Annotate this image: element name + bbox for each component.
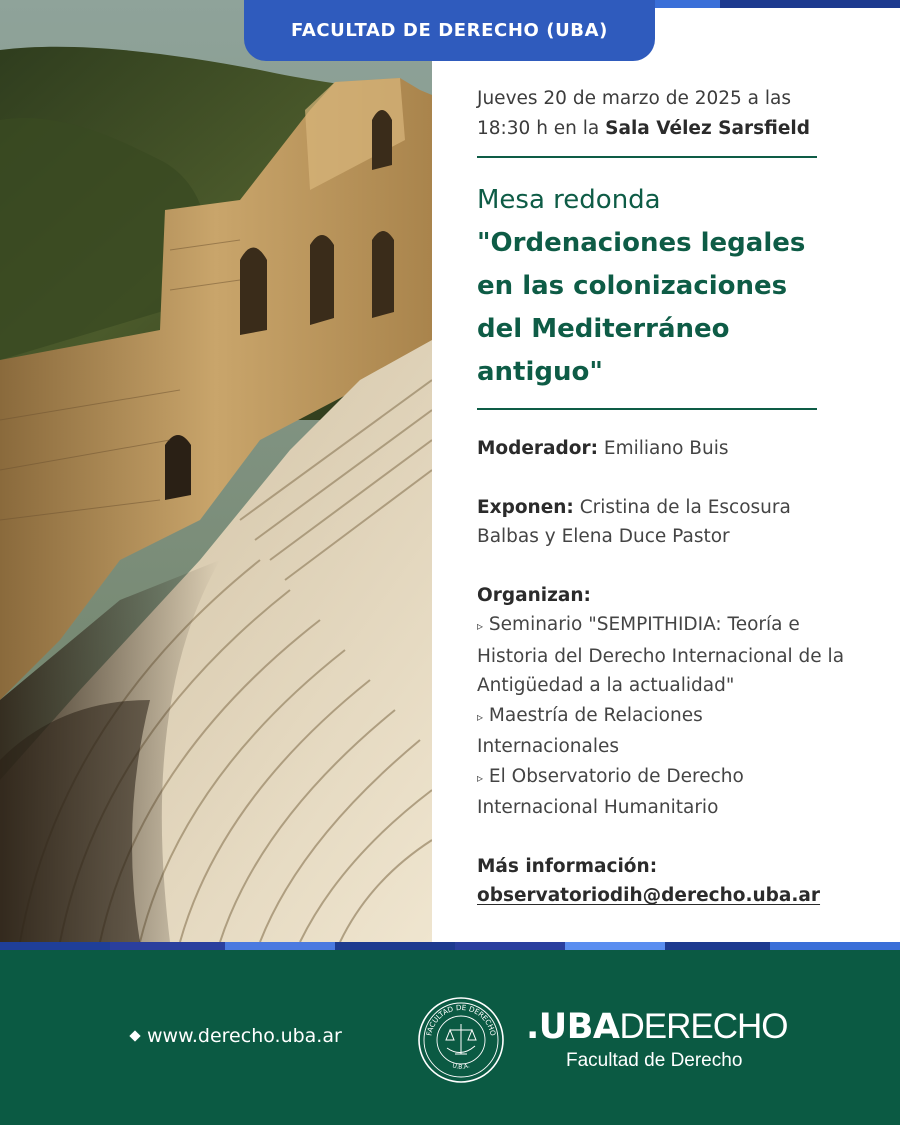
more-info-block xyxy=(477,852,847,911)
moderator-line xyxy=(477,434,847,464)
website-link[interactable] xyxy=(131,1025,342,1047)
faculty-header-tab: FACULTAD DE DERECHO (UBA) xyxy=(244,0,655,61)
divider xyxy=(477,156,817,158)
event-venue: Sala Vélez Sarsfield xyxy=(605,118,810,139)
bottom-color-stripe xyxy=(0,942,900,950)
speakers-names: Cristina de la Escosura Balbas y Elena Duce Pastor xyxy=(477,496,791,547)
seal-text-top: FACULTAD DE DERECHO xyxy=(424,1002,498,1037)
event-type: Mesa redonda xyxy=(477,185,661,215)
organizers-label: Organizan: xyxy=(477,584,591,606)
logo-subtitle: Facultad de Derecho xyxy=(566,1050,743,1071)
organizers-block xyxy=(477,581,847,823)
organizer-item xyxy=(477,762,847,823)
speakers-label: Exponen: xyxy=(477,496,574,518)
more-info-label: Más información: xyxy=(477,855,658,877)
triangle-bullet-icon: ▹ xyxy=(477,709,484,724)
organizer-item xyxy=(477,610,847,701)
event-title: "Ordenaciones legales en las colonizaciones del Mediterráneo antiguo" xyxy=(477,228,806,387)
event-date xyxy=(477,84,822,144)
seal-text-bottom: U.B.A. xyxy=(451,1062,471,1071)
event-info-column xyxy=(477,84,847,911)
date-line-2-time: 18:30 h en la xyxy=(477,118,606,139)
uba-derecho-logo xyxy=(526,1008,788,1072)
footer xyxy=(0,950,900,1125)
moderator-name: Emiliano Buis xyxy=(603,438,729,459)
diamond-bullet-icon xyxy=(129,1030,140,1041)
divider xyxy=(477,408,817,410)
moderator-label: Moderador: xyxy=(477,438,598,459)
triangle-bullet-icon: ▹ xyxy=(477,770,484,785)
organizer-text: Seminario "SEMPITHIDIA: Teoría e Historia del Derecho Internacional de la Antigüedad a la actualidad" xyxy=(477,614,845,696)
date-line-1: Jueves 20 de marzo de 2025 a las xyxy=(477,88,792,109)
contact-email-link[interactable]: observatoriodih@derecho.uba.ar xyxy=(477,885,821,906)
organizer-text: El Observatorio de Derecho Internacional Humanitario xyxy=(477,765,744,818)
logo-prefix: .UBA xyxy=(526,1007,620,1047)
triangle-bullet-icon: ▹ xyxy=(477,619,484,633)
theatre-photo xyxy=(0,0,432,942)
faculty-seal-icon xyxy=(417,996,505,1084)
organizer-text: Maestría de Relaciones Internacionales xyxy=(477,704,703,757)
organizer-item xyxy=(477,701,847,762)
logo-word: DERECHO xyxy=(619,1007,788,1046)
website-text: www.derecho.uba.ar xyxy=(147,1025,342,1047)
speakers-line xyxy=(477,493,822,552)
